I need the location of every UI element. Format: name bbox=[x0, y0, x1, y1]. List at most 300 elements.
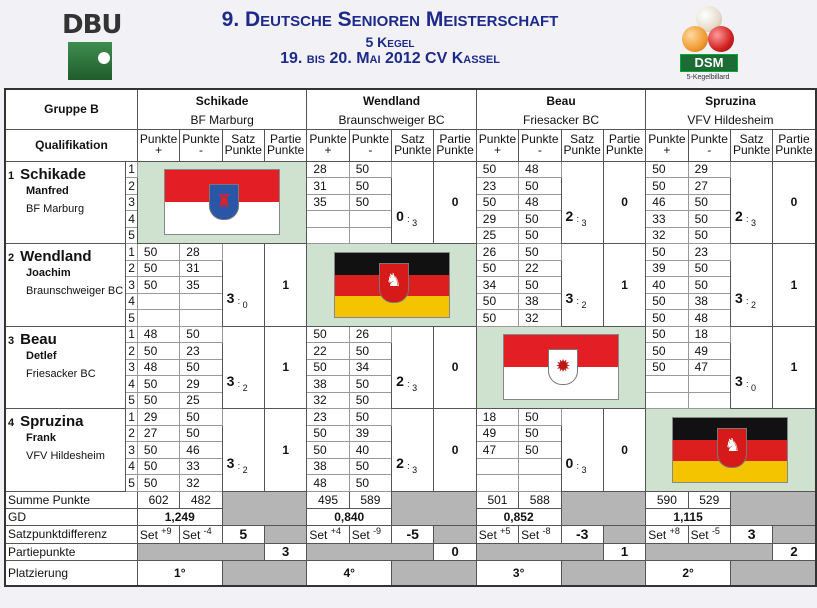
satz-points-cell bbox=[222, 409, 264, 492]
set-plus-value: +4 bbox=[330, 526, 341, 536]
set-points-plus: 35 bbox=[307, 194, 349, 211]
satz-points-cell bbox=[392, 409, 434, 492]
satz-separator-icon: : bbox=[745, 378, 749, 389]
set-points-plus: 32 bbox=[307, 392, 349, 409]
set-points-plus: 50 bbox=[307, 442, 349, 459]
partie-points: 0 bbox=[434, 409, 476, 492]
sum-points-minus: 588 bbox=[519, 491, 561, 508]
player-cell bbox=[5, 409, 126, 492]
sum-points-minus: 529 bbox=[688, 491, 730, 508]
set-points-plus: 28 bbox=[307, 161, 349, 178]
satz-points-won: 2 bbox=[565, 207, 574, 224]
set-points-plus: 31 bbox=[307, 178, 349, 195]
satz-points-won: 3 bbox=[226, 290, 235, 306]
set-plus-value: +5 bbox=[500, 526, 511, 536]
set-points-minus: 50 bbox=[688, 277, 730, 294]
player-firstname: Manfred bbox=[26, 184, 69, 197]
set-points-plus: 47 bbox=[476, 442, 518, 459]
satz-points-lost: 3 bbox=[412, 465, 418, 475]
set-plus-value: +9 bbox=[161, 526, 172, 536]
player-cell bbox=[5, 326, 126, 409]
sum-label: Summe Punkte bbox=[5, 491, 137, 508]
set-points-plus: 23 bbox=[307, 409, 349, 426]
subheader-text: Satz Punkte bbox=[394, 132, 432, 157]
subheader-text: Punkte + bbox=[309, 132, 347, 157]
set-points-plus: 40 bbox=[646, 277, 688, 294]
partie-label: Partiepunkte bbox=[5, 543, 137, 560]
set-prefix: Set bbox=[182, 528, 201, 542]
set-points-minus: 50 bbox=[519, 442, 561, 459]
satz-separator-icon: : bbox=[745, 213, 749, 224]
set-points-plus: 27 bbox=[137, 425, 179, 442]
gray-filler bbox=[307, 543, 434, 560]
column-subheader-satz bbox=[561, 129, 603, 161]
gray-filler bbox=[392, 560, 477, 586]
set-points-minus: 22 bbox=[519, 260, 561, 277]
player-firstname: Detlef bbox=[26, 349, 57, 362]
set-points-plus: 38 bbox=[307, 458, 349, 475]
satz-points-lost: 3 bbox=[581, 217, 587, 228]
player-club: BF Marburg bbox=[26, 202, 85, 215]
set-points-plus: 29 bbox=[137, 409, 179, 426]
partie-points: 1 bbox=[264, 409, 306, 492]
player-firstname: Frank bbox=[26, 432, 56, 444]
set-points-minus: 33 bbox=[180, 458, 222, 475]
set-number: 3 bbox=[126, 442, 138, 459]
partie-total: 2 bbox=[773, 543, 816, 560]
set-points-plus: 50 bbox=[476, 161, 518, 178]
column-subheader-partie bbox=[773, 129, 816, 161]
column-header-club bbox=[646, 111, 816, 129]
set-points-minus: 40 bbox=[349, 442, 391, 459]
dsm-logo bbox=[676, 4, 740, 84]
set-points-minus: 50 bbox=[349, 475, 391, 492]
set-points-plus: 50 bbox=[307, 359, 349, 376]
satz-separator-icon: : bbox=[407, 378, 410, 389]
set-points-plus bbox=[137, 293, 179, 310]
partie-points: 0 bbox=[434, 326, 476, 409]
gray-filler bbox=[603, 525, 645, 543]
set-diff-value: 5 bbox=[222, 525, 264, 543]
set-diff-value: 3 bbox=[730, 525, 772, 543]
column-player-name: Schikade bbox=[195, 93, 249, 108]
set-points-minus bbox=[349, 227, 391, 244]
set-points-plus: 50 bbox=[137, 260, 179, 277]
player-cell bbox=[5, 244, 126, 327]
gray-filler bbox=[646, 543, 773, 560]
set-points-minus: 50 bbox=[349, 178, 391, 195]
set-points-plus bbox=[307, 227, 349, 244]
placement-value: 2° bbox=[646, 560, 731, 586]
set-points-minus: 23 bbox=[688, 244, 730, 261]
set-points-minus: 38 bbox=[519, 293, 561, 310]
set-prefix: Set bbox=[648, 528, 667, 542]
flag-graphic bbox=[334, 252, 450, 318]
set-points-minus: 32 bbox=[180, 475, 222, 492]
column-subheader-partie bbox=[264, 129, 306, 161]
satz-points-cell bbox=[222, 326, 264, 409]
satz-points-won: 2 bbox=[396, 372, 404, 389]
column-header-name bbox=[137, 89, 306, 111]
column-club-name: BF Marburg bbox=[190, 112, 254, 127]
gray-filler bbox=[730, 560, 815, 586]
player-firstname: Joachim bbox=[26, 267, 71, 279]
niedersachsen-flag bbox=[646, 409, 816, 492]
player-cell bbox=[5, 161, 126, 244]
set-points-plus: 38 bbox=[307, 376, 349, 393]
column-subheader-punkte-minus bbox=[519, 129, 561, 161]
satz-points-won: 3 bbox=[226, 372, 235, 389]
sum-points-plus: 590 bbox=[646, 491, 688, 508]
set-number: 1 bbox=[126, 161, 138, 178]
column-subheader-punkte-plus bbox=[646, 129, 688, 161]
set-points-minus: 50 bbox=[180, 326, 222, 343]
set-points-minus: 26 bbox=[349, 326, 391, 343]
partie-points: 1 bbox=[773, 326, 816, 409]
brandenburg-flag bbox=[476, 326, 645, 409]
set-points-minus: 32 bbox=[519, 310, 561, 327]
satz-points-lost: 0 bbox=[750, 382, 756, 393]
set-points-plus: 50 bbox=[646, 310, 688, 327]
set-points-minus: 38 bbox=[688, 293, 730, 310]
set-points-plus: 22 bbox=[307, 343, 349, 360]
set-points-minus: 50 bbox=[688, 194, 730, 211]
set-points-plus: 50 bbox=[476, 293, 518, 310]
set-number: 2 bbox=[126, 343, 138, 360]
satz-points-lost: 3 bbox=[750, 217, 756, 228]
set-points-minus: 50 bbox=[688, 260, 730, 277]
column-player-name: Spruzina bbox=[705, 93, 756, 108]
placement-label: Platzierung bbox=[5, 560, 137, 586]
set-points-minus: 50 bbox=[349, 194, 391, 211]
set-points-minus: 31 bbox=[180, 260, 222, 277]
set-points-minus: 18 bbox=[688, 326, 730, 343]
group-label-text: Gruppe B bbox=[44, 102, 99, 117]
column-subheader-satz bbox=[222, 129, 264, 161]
satz-separator-icon: : bbox=[745, 296, 749, 306]
event-date-line: 19. bis 20. Mai 2012 CV Kassel bbox=[280, 50, 500, 67]
set-plus-cell bbox=[646, 525, 688, 543]
dsm-logo-subtitle: 5-Kegelbillard bbox=[686, 74, 730, 81]
gray-filler bbox=[137, 543, 264, 560]
set-points-minus: 50 bbox=[180, 409, 222, 426]
set-points-minus: 50 bbox=[349, 458, 391, 475]
partie-points: 1 bbox=[264, 244, 306, 327]
satz-points-cell bbox=[561, 409, 603, 492]
set-number: 2 bbox=[126, 425, 138, 442]
results-table bbox=[4, 88, 817, 587]
set-points-plus: 46 bbox=[646, 194, 688, 211]
column-header-club bbox=[476, 111, 645, 129]
subheader-text: Satz Punkte bbox=[732, 132, 771, 157]
set-plus-value: +8 bbox=[669, 526, 680, 536]
set-points-minus: 50 bbox=[519, 244, 561, 261]
page-subtitle: 5 Kegel bbox=[365, 34, 415, 50]
set-points-minus: 39 bbox=[349, 425, 391, 442]
subheader-text: Punkte + bbox=[478, 132, 517, 157]
satz-separator-icon: : bbox=[576, 461, 580, 471]
set-number: 4 bbox=[126, 211, 138, 228]
gd-label: GD bbox=[5, 508, 137, 525]
sum-points-plus: 501 bbox=[476, 491, 518, 508]
set-points-plus: 26 bbox=[476, 244, 518, 261]
set-number: 3 bbox=[126, 194, 138, 211]
set-minus-cell bbox=[180, 525, 222, 543]
gray-filler bbox=[730, 491, 815, 525]
set-points-plus: 50 bbox=[137, 458, 179, 475]
set-points-minus: 50 bbox=[688, 211, 730, 228]
satz-points-lost: 3 bbox=[581, 465, 587, 475]
set-points-minus: 48 bbox=[519, 161, 561, 178]
column-club-name: Friesacker BC bbox=[522, 112, 599, 127]
phase-label bbox=[5, 129, 137, 161]
sum-points-plus: 602 bbox=[137, 491, 179, 508]
set-prefix: Set bbox=[690, 528, 709, 542]
set-points-minus: 50 bbox=[519, 178, 561, 195]
set-points-plus: 50 bbox=[476, 194, 518, 211]
player-surname: Spruzina bbox=[20, 413, 84, 430]
page-title: 9. Deutsche Senioren Meisterschaft bbox=[221, 8, 559, 31]
set-points-plus bbox=[476, 458, 518, 475]
subheader-text: Punkte - bbox=[521, 132, 559, 157]
gray-filler bbox=[264, 525, 306, 543]
player-number: 4 bbox=[8, 417, 15, 429]
player-surname: Beau bbox=[20, 330, 57, 348]
column-subheader-punkte-minus bbox=[688, 129, 730, 161]
partie-points: 0 bbox=[603, 161, 645, 244]
set-points-plus: 50 bbox=[476, 310, 518, 327]
set-points-minus: 35 bbox=[180, 277, 222, 294]
player-club: Friesacker BC bbox=[26, 367, 96, 380]
column-subheader-partie bbox=[434, 129, 476, 161]
set-minus-value: -8 bbox=[542, 526, 551, 536]
column-subheader-partie bbox=[603, 129, 645, 161]
subheader-text: Satz Punkte bbox=[224, 132, 262, 157]
set-points-minus bbox=[519, 458, 561, 475]
column-header-club bbox=[307, 111, 476, 129]
player-number: 3 bbox=[8, 334, 15, 347]
set-points-plus: 23 bbox=[476, 178, 518, 195]
subheader-text: Punkte - bbox=[351, 132, 390, 157]
set-number: 5 bbox=[126, 227, 138, 244]
set-points-minus: 49 bbox=[688, 343, 730, 360]
dbu-logo bbox=[62, 10, 122, 82]
flag-graphic bbox=[164, 169, 280, 235]
subheader-text: Partie Punkte bbox=[775, 132, 813, 157]
partie-total: 1 bbox=[603, 543, 645, 560]
set-number: 4 bbox=[126, 293, 138, 310]
partie-points: 1 bbox=[264, 326, 306, 409]
set-prefix: Set bbox=[139, 528, 158, 542]
set-points-minus: 27 bbox=[688, 178, 730, 195]
subheader-text: Partie Punkte bbox=[605, 132, 644, 157]
set-points-plus bbox=[646, 392, 688, 409]
satz-points-cell bbox=[730, 326, 772, 409]
player-surname: Schikade bbox=[20, 165, 86, 183]
set-points-minus: 50 bbox=[349, 161, 391, 178]
set-points-minus: 50 bbox=[349, 343, 391, 360]
set-diff-value: -5 bbox=[392, 525, 434, 543]
set-points-plus: 48 bbox=[137, 326, 179, 343]
partie-points: 1 bbox=[603, 244, 645, 327]
set-points-plus: 50 bbox=[646, 161, 688, 178]
gd-value: 0,840 bbox=[307, 508, 392, 525]
gd-value: 1,249 bbox=[137, 508, 222, 525]
placement-value: 1° bbox=[137, 560, 222, 586]
set-minus-cell bbox=[688, 525, 730, 543]
set-points-minus: 29 bbox=[688, 161, 730, 178]
satz-points-cell bbox=[561, 161, 603, 244]
dsm-logo-text: DSM bbox=[680, 54, 738, 72]
set-points-minus: 23 bbox=[180, 343, 222, 360]
horse-crest-icon: ♞ bbox=[385, 269, 402, 290]
satz-points-cell bbox=[730, 161, 772, 244]
set-points-plus: 50 bbox=[646, 359, 688, 376]
set-number: 4 bbox=[126, 458, 138, 475]
lion-crest-icon: ♜ bbox=[216, 191, 233, 212]
set-plus-cell bbox=[137, 525, 179, 543]
partie-points: 0 bbox=[773, 161, 816, 244]
set-points-plus: 48 bbox=[307, 475, 349, 492]
satz-points-won: 0 bbox=[565, 455, 574, 471]
satz-points-lost: 2 bbox=[581, 300, 587, 310]
red-ball-icon bbox=[708, 26, 734, 52]
set-minus-value: -4 bbox=[203, 526, 212, 536]
set-points-minus: 29 bbox=[180, 376, 222, 393]
set-points-plus: 49 bbox=[476, 425, 518, 442]
flag-graphic bbox=[672, 417, 788, 483]
set-plus-cell bbox=[307, 525, 349, 543]
satz-points-cell bbox=[730, 244, 772, 327]
set-points-plus: 34 bbox=[476, 277, 518, 294]
set-points-plus: 48 bbox=[137, 359, 179, 376]
set-points-minus: 50 bbox=[519, 227, 561, 244]
gray-filler bbox=[434, 525, 476, 543]
set-prefix: Set bbox=[351, 528, 370, 542]
gray-filler bbox=[222, 491, 307, 525]
column-subheader-punkte-minus bbox=[180, 129, 222, 161]
gray-filler bbox=[773, 525, 816, 543]
set-points-minus bbox=[180, 293, 222, 310]
subheader-text: Partie Punkte bbox=[266, 132, 305, 157]
set-points-minus: 50 bbox=[519, 425, 561, 442]
set-points-minus bbox=[180, 310, 222, 327]
satz-points-cell bbox=[392, 161, 434, 244]
set-prefix: Set bbox=[309, 528, 328, 542]
set-minus-cell bbox=[349, 525, 391, 543]
player-number: 1 bbox=[8, 169, 15, 182]
satz-separator-icon: : bbox=[407, 461, 410, 471]
niedersachsen-flag bbox=[307, 244, 476, 327]
set-points-minus: 25 bbox=[180, 392, 222, 409]
set-points-plus bbox=[476, 475, 518, 492]
set-points-minus: 48 bbox=[519, 194, 561, 211]
sum-points-plus: 495 bbox=[307, 491, 349, 508]
column-subheader-punkte-minus bbox=[349, 129, 391, 161]
column-header-name bbox=[476, 89, 645, 111]
set-diff-value: -3 bbox=[561, 525, 603, 543]
gray-filler bbox=[392, 491, 477, 525]
column-subheader-satz bbox=[392, 129, 434, 161]
gd-value: 0,852 bbox=[476, 508, 561, 525]
set-points-plus: 50 bbox=[137, 244, 179, 261]
column-player-name: Wendland bbox=[363, 93, 421, 108]
gray-filler bbox=[476, 543, 603, 560]
satz-points-won: 0 bbox=[396, 207, 404, 224]
set-points-plus: 50 bbox=[137, 277, 179, 294]
set-points-minus: 50 bbox=[349, 409, 391, 426]
set-points-minus: 48 bbox=[688, 310, 730, 327]
set-points-plus: 50 bbox=[476, 260, 518, 277]
set-points-plus bbox=[646, 376, 688, 393]
column-header-name bbox=[646, 89, 816, 111]
set-number: 5 bbox=[126, 392, 138, 409]
satz-separator-icon: : bbox=[576, 296, 580, 306]
satz-separator-icon: : bbox=[407, 213, 410, 224]
hessen-flag bbox=[137, 161, 306, 244]
sum-points-minus: 589 bbox=[349, 491, 391, 508]
subheader-text: Punkte - bbox=[690, 132, 728, 157]
set-points-plus: 29 bbox=[476, 211, 518, 228]
eagle-crest-icon: ✹ bbox=[555, 356, 571, 377]
set-points-plus: 50 bbox=[646, 244, 688, 261]
flag-graphic bbox=[503, 334, 619, 400]
set-points-plus: 39 bbox=[646, 260, 688, 277]
set-points-minus: 50 bbox=[349, 392, 391, 409]
satz-points-lost: 0 bbox=[242, 300, 248, 310]
set-prefix: Set bbox=[478, 528, 497, 542]
set-points-plus: 50 bbox=[137, 343, 179, 360]
set-number: 5 bbox=[126, 310, 138, 327]
placement-value: 4° bbox=[307, 560, 392, 586]
set-points-minus bbox=[349, 211, 391, 228]
satz-points-won: 3 bbox=[565, 290, 574, 306]
dbu-logo-ball-icon bbox=[98, 52, 110, 64]
set-points-plus: 32 bbox=[646, 227, 688, 244]
horse-crest-icon: ♞ bbox=[724, 434, 741, 455]
satz-points-won: 3 bbox=[734, 290, 743, 306]
set-number: 1 bbox=[126, 326, 138, 343]
set-points-plus: 33 bbox=[646, 211, 688, 228]
partie-total: 0 bbox=[434, 543, 476, 560]
set-points-plus: 50 bbox=[307, 425, 349, 442]
satz-points-won: 3 bbox=[226, 455, 235, 471]
orange-ball-icon bbox=[682, 26, 708, 52]
set-points-minus: 47 bbox=[688, 359, 730, 376]
dbu-logo-text: DBU bbox=[62, 10, 122, 40]
column-subheader-punkte-plus bbox=[137, 129, 179, 161]
set-prefix: Set bbox=[521, 528, 540, 542]
set-points-minus bbox=[688, 392, 730, 409]
column-header-club bbox=[137, 111, 306, 129]
set-points-minus bbox=[688, 376, 730, 393]
set-points-minus: 50 bbox=[180, 425, 222, 442]
partie-points: 0 bbox=[434, 161, 476, 244]
set-points-plus: 50 bbox=[646, 326, 688, 343]
set-points-plus: 50 bbox=[137, 376, 179, 393]
set-points-plus: 50 bbox=[137, 442, 179, 459]
player-club: VFV Hildesheim bbox=[26, 450, 105, 462]
partie-points: 0 bbox=[603, 409, 645, 492]
set-minus-cell bbox=[519, 525, 561, 543]
page-header bbox=[0, 0, 800, 84]
satz-separator-icon: : bbox=[237, 296, 241, 306]
gd-value: 1,115 bbox=[646, 508, 731, 525]
satz-points-won: 2 bbox=[396, 455, 404, 471]
set-diff-label: Satzpunktdifferenz bbox=[5, 525, 137, 543]
set-number: 5 bbox=[126, 475, 138, 492]
column-subheader-punkte-plus bbox=[476, 129, 518, 161]
